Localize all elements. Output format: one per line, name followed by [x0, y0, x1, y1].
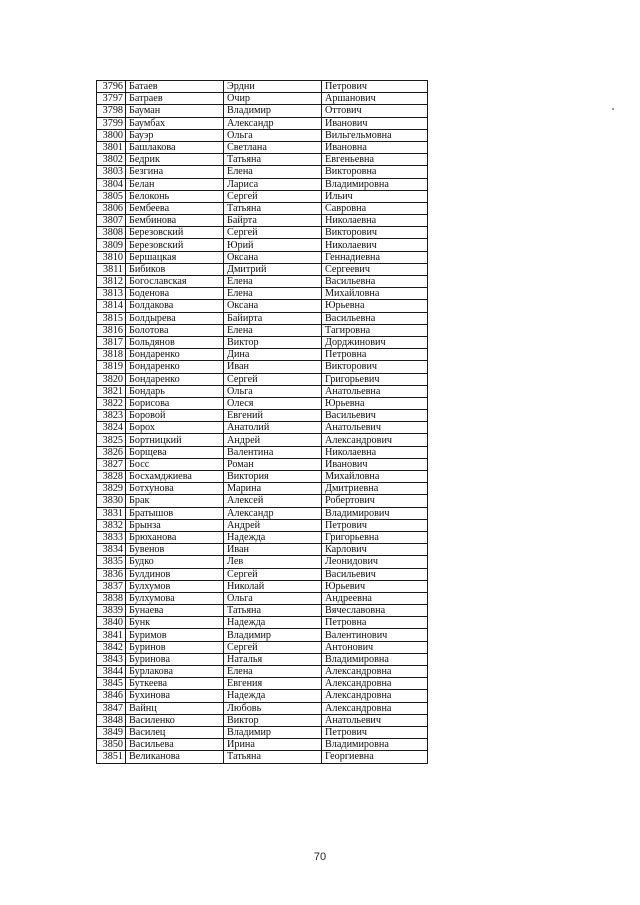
record-number-cell: 3800: [97, 129, 126, 141]
names-table-body: [97, 81, 428, 764]
patronymic-cell: Васильевич: [322, 410, 428, 422]
page-number: 70: [313, 851, 327, 863]
first-name-cell: Иван: [224, 544, 322, 556]
last-name-cell: Безгина: [126, 166, 224, 178]
first-name-cell: Байирта: [224, 312, 322, 324]
record-number-cell: 3848: [97, 714, 126, 726]
patronymic-cell: Вячеславовна: [322, 605, 428, 617]
patronymic-cell: Григорьевич: [322, 373, 428, 385]
patronymic-cell: Петрович: [322, 81, 428, 93]
record-number-cell: 3822: [97, 397, 126, 409]
last-name-cell: Бауман: [126, 105, 224, 117]
table-row: [97, 202, 428, 214]
last-name-cell: Василец: [126, 726, 224, 738]
record-number-cell: 3831: [97, 507, 126, 519]
table-row: [97, 690, 428, 702]
patronymic-cell: Васильевна: [322, 276, 428, 288]
table-row: [97, 361, 428, 373]
patronymic-cell: Иванович: [322, 458, 428, 470]
record-number-cell: 3832: [97, 519, 126, 531]
first-name-cell: Наталья: [224, 653, 322, 665]
patronymic-cell: Юрьевна: [322, 300, 428, 312]
table-row: [97, 714, 428, 726]
first-name-cell: Татьяна: [224, 154, 322, 166]
first-name-cell: Байрта: [224, 215, 322, 227]
table-row: [97, 227, 428, 239]
last-name-cell: Бунк: [126, 617, 224, 629]
patronymic-cell: Леонидович: [322, 556, 428, 568]
last-name-cell: Батаев: [126, 81, 224, 93]
patronymic-cell: Сергеевич: [322, 263, 428, 275]
first-name-cell: Дина: [224, 349, 322, 361]
table-row: [97, 215, 428, 227]
last-name-cell: Бедрик: [126, 154, 224, 166]
table-row: [97, 568, 428, 580]
last-name-cell: Великанова: [126, 751, 224, 763]
last-name-cell: Бершацкая: [126, 251, 224, 263]
table-row: [97, 312, 428, 324]
last-name-cell: Баумбах: [126, 117, 224, 129]
patronymic-cell: Михайловна: [322, 288, 428, 300]
patronymic-cell: Николаевна: [322, 446, 428, 458]
first-name-cell: Виктор: [224, 336, 322, 348]
first-name-cell: Сергей: [224, 190, 322, 202]
record-number-cell: 3826: [97, 446, 126, 458]
record-number-cell: 3818: [97, 349, 126, 361]
patronymic-cell: Ильич: [322, 190, 428, 202]
first-name-cell: Николай: [224, 580, 322, 592]
first-name-cell: Надежда: [224, 531, 322, 543]
table-row: [97, 641, 428, 653]
table-row: [97, 739, 428, 751]
last-name-cell: Васильева: [126, 739, 224, 751]
first-name-cell: Ольга: [224, 385, 322, 397]
patronymic-cell: Вильгельмовна: [322, 129, 428, 141]
first-name-cell: Татьяна: [224, 751, 322, 763]
record-number-cell: 3824: [97, 422, 126, 434]
table-row: [97, 422, 428, 434]
last-name-cell: Белан: [126, 178, 224, 190]
patronymic-cell: Владимирович: [322, 507, 428, 519]
last-name-cell: Бауэр: [126, 129, 224, 141]
last-name-cell: Боденова: [126, 288, 224, 300]
patronymic-cell: Тагировна: [322, 324, 428, 336]
record-number-cell: 3823: [97, 410, 126, 422]
patronymic-cell: Юрьевна: [322, 397, 428, 409]
record-number-cell: 3838: [97, 592, 126, 604]
patronymic-cell: Викторовна: [322, 166, 428, 178]
first-name-cell: Эрдни: [224, 81, 322, 93]
first-name-cell: Татьяна: [224, 605, 322, 617]
record-number-cell: 3804: [97, 178, 126, 190]
last-name-cell: Буткеева: [126, 678, 224, 690]
record-number-cell: 3802: [97, 154, 126, 166]
record-number-cell: 3836: [97, 568, 126, 580]
record-number-cell: 3813: [97, 288, 126, 300]
patronymic-cell: Антонович: [322, 641, 428, 653]
patronymic-cell: Савровна: [322, 202, 428, 214]
table-row: [97, 178, 428, 190]
table-row: [97, 434, 428, 446]
patronymic-cell: Аршанович: [322, 93, 428, 105]
patronymic-cell: Валентинович: [322, 629, 428, 641]
first-name-cell: Ольга: [224, 129, 322, 141]
table-row: [97, 556, 428, 568]
last-name-cell: Булхумова: [126, 592, 224, 604]
table-row: [97, 531, 428, 543]
record-number-cell: 3821: [97, 385, 126, 397]
table-row: [97, 154, 428, 166]
patronymic-cell: Викторович: [322, 227, 428, 239]
patronymic-cell: Григорьевна: [322, 531, 428, 543]
record-number-cell: 3820: [97, 373, 126, 385]
table-row: [97, 580, 428, 592]
patronymic-cell: Петровна: [322, 617, 428, 629]
patronymic-cell: Дмитриевна: [322, 483, 428, 495]
first-name-cell: Ольга: [224, 592, 322, 604]
record-number-cell: 3799: [97, 117, 126, 129]
record-number-cell: 3837: [97, 580, 126, 592]
last-name-cell: Бухинова: [126, 690, 224, 702]
table-row: [97, 519, 428, 531]
record-number-cell: 3796: [97, 81, 126, 93]
patronymic-cell: Георгиевна: [322, 751, 428, 763]
table-row: [97, 324, 428, 336]
table-row: [97, 385, 428, 397]
last-name-cell: Батраев: [126, 93, 224, 105]
first-name-cell: Иван: [224, 361, 322, 373]
last-name-cell: Бембеева: [126, 202, 224, 214]
patronymic-cell: Иванович: [322, 117, 428, 129]
last-name-cell: Болдырева: [126, 312, 224, 324]
last-name-cell: Башлакова: [126, 141, 224, 153]
first-name-cell: Лев: [224, 556, 322, 568]
last-name-cell: Братышов: [126, 507, 224, 519]
patronymic-cell: Александрович: [322, 434, 428, 446]
last-name-cell: Борщева: [126, 446, 224, 458]
last-name-cell: Борисова: [126, 397, 224, 409]
last-name-cell: Больдянов: [126, 336, 224, 348]
first-name-cell: Дмитрий: [224, 263, 322, 275]
record-number-cell: 3828: [97, 471, 126, 483]
patronymic-cell: Александровна: [322, 690, 428, 702]
last-name-cell: Березовский: [126, 239, 224, 251]
table-row: [97, 129, 428, 141]
table-row: [97, 93, 428, 105]
last-name-cell: Бортницкий: [126, 434, 224, 446]
patronymic-cell: Петровна: [322, 349, 428, 361]
table-row: [97, 117, 428, 129]
patronymic-cell: Викторович: [322, 361, 428, 373]
first-name-cell: Марина: [224, 483, 322, 495]
patronymic-cell: Петрович: [322, 519, 428, 531]
record-number-cell: 3825: [97, 434, 126, 446]
last-name-cell: Буринова: [126, 653, 224, 665]
table-row: [97, 666, 428, 678]
patronymic-cell: Васильевич: [322, 568, 428, 580]
last-name-cell: Брюханова: [126, 531, 224, 543]
last-name-cell: Будко: [126, 556, 224, 568]
table-row: [97, 190, 428, 202]
record-number-cell: 3842: [97, 641, 126, 653]
first-name-cell: Елена: [224, 166, 322, 178]
table-row: [97, 507, 428, 519]
record-number-cell: 3806: [97, 202, 126, 214]
record-number-cell: 3834: [97, 544, 126, 556]
record-number-cell: 3829: [97, 483, 126, 495]
last-name-cell: Брынза: [126, 519, 224, 531]
table-row: [97, 678, 428, 690]
table-row: [97, 166, 428, 178]
first-name-cell: Владимир: [224, 105, 322, 117]
record-number-cell: 3819: [97, 361, 126, 373]
table-row: [97, 605, 428, 617]
last-name-cell: Березовский: [126, 227, 224, 239]
last-name-cell: Бувенов: [126, 544, 224, 556]
table-row: [97, 483, 428, 495]
last-name-cell: Ботхунова: [126, 483, 224, 495]
record-number-cell: 3847: [97, 702, 126, 714]
patronymic-cell: Николаевич: [322, 239, 428, 251]
table-row: [97, 544, 428, 556]
last-name-cell: Бунаева: [126, 605, 224, 617]
first-name-cell: Александр: [224, 507, 322, 519]
record-number-cell: 3812: [97, 276, 126, 288]
table-row: [97, 617, 428, 629]
first-name-cell: Надежда: [224, 617, 322, 629]
patronymic-cell: Владимировна: [322, 653, 428, 665]
record-number-cell: 3816: [97, 324, 126, 336]
patronymic-cell: Геннадиевна: [322, 251, 428, 263]
table-row: [97, 276, 428, 288]
first-name-cell: Оксана: [224, 300, 322, 312]
patronymic-cell: Михайловна: [322, 471, 428, 483]
table-row: [97, 653, 428, 665]
last-name-cell: Борох: [126, 422, 224, 434]
last-name-cell: Вайнц: [126, 702, 224, 714]
last-name-cell: Василенко: [126, 714, 224, 726]
table-row: [97, 105, 428, 117]
table-row: [97, 458, 428, 470]
table-row: [97, 410, 428, 422]
patronymic-cell: Петрович: [322, 726, 428, 738]
table-row: [97, 336, 428, 348]
first-name-cell: Ирина: [224, 739, 322, 751]
record-number-cell: 3850: [97, 739, 126, 751]
table-row: [97, 373, 428, 385]
last-name-cell: Болдакова: [126, 300, 224, 312]
last-name-cell: Белоконь: [126, 190, 224, 202]
record-number-cell: 3808: [97, 227, 126, 239]
patronymic-cell: Владимировна: [322, 178, 428, 190]
patronymic-cell: Александровна: [322, 666, 428, 678]
first-name-cell: Оксана: [224, 251, 322, 263]
table-row: [97, 726, 428, 738]
last-name-cell: Бибиков: [126, 263, 224, 275]
record-number-cell: 3849: [97, 726, 126, 738]
record-number-cell: 3797: [97, 93, 126, 105]
patronymic-cell: Юрьевич: [322, 580, 428, 592]
table-row: [97, 251, 428, 263]
patronymic-cell: Васильевна: [322, 312, 428, 324]
first-name-cell: Олеся: [224, 397, 322, 409]
patronymic-cell: Дорджинович: [322, 336, 428, 348]
last-name-cell: Боровой: [126, 410, 224, 422]
first-name-cell: Сергей: [224, 227, 322, 239]
first-name-cell: Сергей: [224, 568, 322, 580]
table-row: [97, 300, 428, 312]
first-name-cell: Виктория: [224, 471, 322, 483]
first-name-cell: Елена: [224, 666, 322, 678]
table-row: [97, 263, 428, 275]
record-number-cell: 3801: [97, 141, 126, 153]
table-row: [97, 349, 428, 361]
first-name-cell: Владимир: [224, 629, 322, 641]
table-row: [97, 141, 428, 153]
table-row: [97, 471, 428, 483]
record-number-cell: 3810: [97, 251, 126, 263]
first-name-cell: Сергей: [224, 641, 322, 653]
record-number-cell: 3843: [97, 653, 126, 665]
record-number-cell: 3835: [97, 556, 126, 568]
patronymic-cell: Анатольевич: [322, 422, 428, 434]
record-number-cell: 3851: [97, 751, 126, 763]
table-row: [97, 81, 428, 93]
first-name-cell: Евгений: [224, 410, 322, 422]
first-name-cell: Сергей: [224, 373, 322, 385]
table-row: [97, 629, 428, 641]
record-number-cell: 3844: [97, 666, 126, 678]
table-row: [97, 446, 428, 458]
record-number-cell: 3840: [97, 617, 126, 629]
last-name-cell: Буримов: [126, 629, 224, 641]
record-number-cell: 3798: [97, 105, 126, 117]
scan-speck: [612, 108, 614, 110]
first-name-cell: Виктор: [224, 714, 322, 726]
record-number-cell: 3814: [97, 300, 126, 312]
table-row: [97, 288, 428, 300]
table-row: [97, 592, 428, 604]
patronymic-cell: Анатольевич: [322, 714, 428, 726]
first-name-cell: Валентина: [224, 446, 322, 458]
first-name-cell: Андрей: [224, 519, 322, 531]
last-name-cell: Булхумов: [126, 580, 224, 592]
first-name-cell: Светлана: [224, 141, 322, 153]
patronymic-cell: Робертович: [322, 495, 428, 507]
last-name-cell: Буринов: [126, 641, 224, 653]
first-name-cell: Татьяна: [224, 202, 322, 214]
first-name-cell: Елена: [224, 324, 322, 336]
patronymic-cell: Николаевна: [322, 215, 428, 227]
last-name-cell: Бондарь: [126, 385, 224, 397]
last-name-cell: Босс: [126, 458, 224, 470]
first-name-cell: Юрий: [224, 239, 322, 251]
record-number-cell: 3841: [97, 629, 126, 641]
patronymic-cell: Карлович: [322, 544, 428, 556]
record-number-cell: 3803: [97, 166, 126, 178]
table-row: [97, 397, 428, 409]
last-name-cell: Богославская: [126, 276, 224, 288]
first-name-cell: Анатолий: [224, 422, 322, 434]
record-number-cell: 3839: [97, 605, 126, 617]
table-row: [97, 239, 428, 251]
first-name-cell: Елена: [224, 288, 322, 300]
patronymic-cell: Андреевна: [322, 592, 428, 604]
names-table: [96, 80, 428, 764]
first-name-cell: Александр: [224, 117, 322, 129]
patronymic-cell: Александровна: [322, 678, 428, 690]
record-number-cell: 3809: [97, 239, 126, 251]
last-name-cell: Булдинов: [126, 568, 224, 580]
record-number-cell: 3817: [97, 336, 126, 348]
last-name-cell: Болотова: [126, 324, 224, 336]
patronymic-cell: Александровна: [322, 702, 428, 714]
patronymic-cell: Оттович: [322, 105, 428, 117]
patronymic-cell: Евгеньевна: [322, 154, 428, 166]
record-number-cell: 3827: [97, 458, 126, 470]
table-row: [97, 751, 428, 763]
last-name-cell: Бондаренко: [126, 349, 224, 361]
last-name-cell: Босхамджиева: [126, 471, 224, 483]
first-name-cell: Роман: [224, 458, 322, 470]
patronymic-cell: Ивановна: [322, 141, 428, 153]
record-number-cell: 3807: [97, 215, 126, 227]
last-name-cell: Бембинова: [126, 215, 224, 227]
last-name-cell: Бондаренко: [126, 361, 224, 373]
first-name-cell: Лариса: [224, 178, 322, 190]
last-name-cell: Бурлакова: [126, 666, 224, 678]
first-name-cell: Надежда: [224, 690, 322, 702]
table-row: [97, 702, 428, 714]
first-name-cell: Владимир: [224, 726, 322, 738]
first-name-cell: Любовь: [224, 702, 322, 714]
first-name-cell: Очир: [224, 93, 322, 105]
record-number-cell: 3815: [97, 312, 126, 324]
patronymic-cell: Анатольевна: [322, 385, 428, 397]
last-name-cell: Брак: [126, 495, 224, 507]
table-row: [97, 495, 428, 507]
first-name-cell: Елена: [224, 276, 322, 288]
record-number-cell: 3805: [97, 190, 126, 202]
record-number-cell: 3845: [97, 678, 126, 690]
patronymic-cell: Владимировна: [322, 739, 428, 751]
record-number-cell: 3811: [97, 263, 126, 275]
first-name-cell: Евгения: [224, 678, 322, 690]
last-name-cell: Бондаренко: [126, 373, 224, 385]
first-name-cell: Алексей: [224, 495, 322, 507]
record-number-cell: 3846: [97, 690, 126, 702]
record-number-cell: 3830: [97, 495, 126, 507]
record-number-cell: 3833: [97, 531, 126, 543]
first-name-cell: Андрей: [224, 434, 322, 446]
